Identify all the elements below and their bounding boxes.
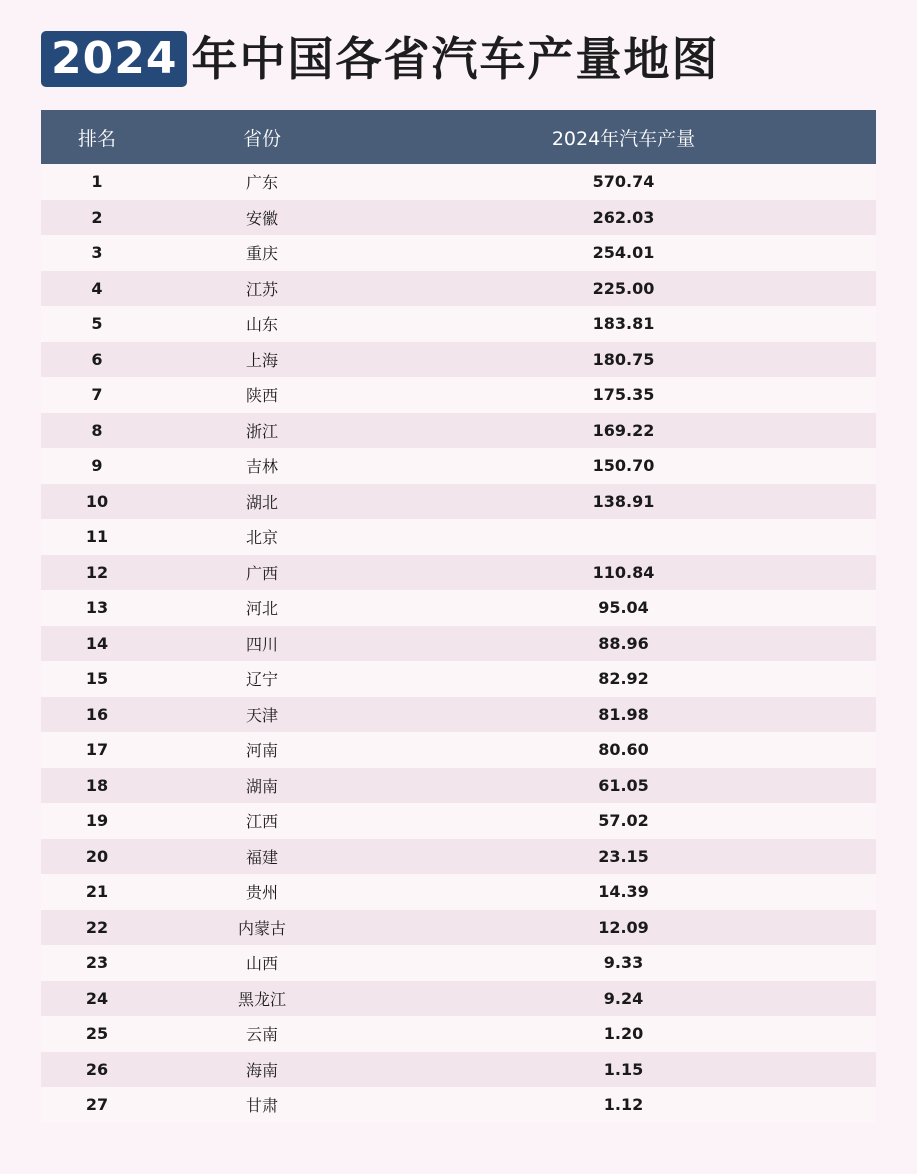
- province-cell: 江西: [245, 812, 278, 832]
- rank-cell: 24: [85, 988, 109, 1008]
- production-cell: 82.92: [598, 669, 649, 689]
- rank-cell: 13: [85, 598, 109, 618]
- title-year-badge: 2024: [41, 31, 187, 87]
- province-cell: 广西: [245, 563, 278, 583]
- province-cell: 四川: [245, 634, 278, 654]
- province-cell: 广东: [245, 173, 278, 193]
- table-row: [41, 1016, 876, 1052]
- rank-cell: 1: [91, 172, 103, 192]
- production-cell: 225.00: [592, 278, 655, 298]
- rank-cell: 23: [85, 953, 109, 973]
- production-cell: 183.81: [592, 314, 655, 334]
- rank-cell: 25: [85, 1024, 109, 1044]
- production-cell: 57.02: [598, 811, 649, 831]
- province-cell: 湖南: [245, 776, 278, 796]
- rank-cell: 12: [85, 562, 109, 582]
- province-cell: 海南: [245, 1060, 278, 1080]
- province-cell: 山东: [245, 315, 278, 335]
- production-table: [41, 110, 876, 1123]
- header-row: [41, 110, 876, 164]
- table-body: [41, 164, 876, 1123]
- rank-cell: 22: [85, 917, 109, 937]
- table-row: [41, 839, 876, 875]
- table-row: [41, 945, 876, 981]
- production-cell: 80.60: [598, 740, 649, 760]
- province-cell: 山西: [245, 954, 278, 974]
- production-cell: 262.03: [592, 207, 655, 227]
- production-cell: 110.84: [592, 562, 655, 582]
- production-cell: 12.09: [598, 917, 649, 937]
- rank-cell: 6: [91, 349, 103, 369]
- rank-cell: 9: [91, 456, 103, 476]
- province-cell: 甘肃: [245, 1096, 278, 1116]
- production-cell: 9.24: [603, 988, 644, 1008]
- rank-cell: 16: [85, 704, 109, 724]
- table-row: [41, 626, 876, 662]
- production-cell: 95.04: [598, 598, 649, 618]
- province-cell: 重庆: [245, 244, 278, 264]
- rank-cell: 15: [85, 669, 109, 689]
- rank-cell: 17: [85, 740, 109, 760]
- rank-cell: 18: [85, 775, 109, 795]
- production-cell: 61.05: [598, 775, 649, 795]
- title-text: 年中国各省汽车产量地图: [191, 32, 720, 86]
- table-row: [41, 732, 876, 768]
- production-cell: 81.98: [598, 704, 649, 724]
- province-cell: 黑龙江: [237, 989, 286, 1009]
- production-cell: 1.12: [603, 1095, 644, 1115]
- table-row: [41, 661, 876, 697]
- province-cell: 安徽: [245, 208, 278, 228]
- production-cell: 9.33: [603, 953, 644, 973]
- header-province: 省份: [242, 127, 281, 150]
- production-cell: 175.35: [592, 385, 655, 405]
- production-cell: 138.91: [592, 491, 655, 511]
- production-cell: 180.75: [592, 349, 655, 369]
- province-cell: 江苏: [245, 279, 278, 299]
- header-rank: 排名: [77, 127, 116, 150]
- table-row: [41, 981, 876, 1017]
- table-row: [41, 164, 876, 200]
- province-cell: 福建: [245, 847, 278, 867]
- table-row: [41, 910, 876, 946]
- table-row: [41, 235, 876, 271]
- production-cell: 88.96: [598, 633, 649, 653]
- table-row: [41, 484, 876, 520]
- table-row: [41, 697, 876, 733]
- rank-cell: 26: [85, 1059, 109, 1079]
- table-row: [41, 377, 876, 413]
- rank-cell: 14: [85, 633, 109, 653]
- province-cell: 北京: [245, 528, 278, 548]
- province-cell: 河南: [245, 741, 278, 761]
- rank-cell: 5: [91, 314, 103, 334]
- table-row: [41, 413, 876, 449]
- production-cell: 1.15: [603, 1059, 644, 1079]
- table-row: [41, 448, 876, 484]
- province-cell: 内蒙古: [237, 918, 286, 938]
- province-cell: 辽宁: [245, 670, 278, 690]
- table-row: [41, 555, 876, 591]
- table-header: [41, 110, 876, 164]
- rank-cell: 11: [85, 527, 109, 547]
- production-cell: 169.22: [592, 420, 655, 440]
- rank-cell: 19: [85, 811, 109, 831]
- rank-cell: 21: [85, 882, 109, 902]
- table-row: [41, 519, 876, 555]
- table-row: [41, 874, 876, 910]
- rank-cell: 8: [91, 420, 103, 440]
- table-row: [41, 803, 876, 839]
- production-cell: 570.74: [592, 172, 655, 192]
- province-cell: 浙江: [245, 421, 278, 441]
- rank-cell: 27: [85, 1095, 109, 1115]
- province-cell: 吉林: [245, 457, 278, 477]
- table-row: [41, 768, 876, 804]
- production-cell: 254.01: [592, 243, 655, 263]
- rank-cell: 3: [91, 243, 103, 263]
- table-row: [41, 200, 876, 236]
- production-cell: 23.15: [598, 846, 649, 866]
- production-cell: [371, 519, 876, 555]
- table-row: [41, 590, 876, 626]
- production-cell: 14.39: [598, 882, 649, 902]
- rank-cell: 2: [91, 207, 103, 227]
- table-row: [41, 271, 876, 307]
- page-title: [41, 30, 719, 88]
- rank-cell: 7: [91, 385, 103, 405]
- rank-cell: 20: [85, 846, 109, 866]
- production-cell: 150.70: [592, 456, 655, 476]
- rank-cell: 10: [85, 491, 109, 511]
- province-cell: 贵州: [245, 883, 278, 903]
- table-row: [41, 1087, 876, 1123]
- table-row: [41, 342, 876, 378]
- table-row: [41, 306, 876, 342]
- province-cell: 天津: [245, 705, 278, 725]
- province-cell: 上海: [245, 350, 278, 370]
- production-cell: 1.20: [603, 1024, 644, 1044]
- province-cell: 陕西: [245, 386, 278, 406]
- province-cell: 云南: [245, 1025, 278, 1045]
- province-cell: 湖北: [245, 492, 278, 512]
- rank-cell: 4: [91, 278, 103, 298]
- header-production: 2024年汽车产量: [551, 127, 696, 150]
- province-cell: 河北: [245, 599, 278, 619]
- table-row: [41, 1052, 876, 1088]
